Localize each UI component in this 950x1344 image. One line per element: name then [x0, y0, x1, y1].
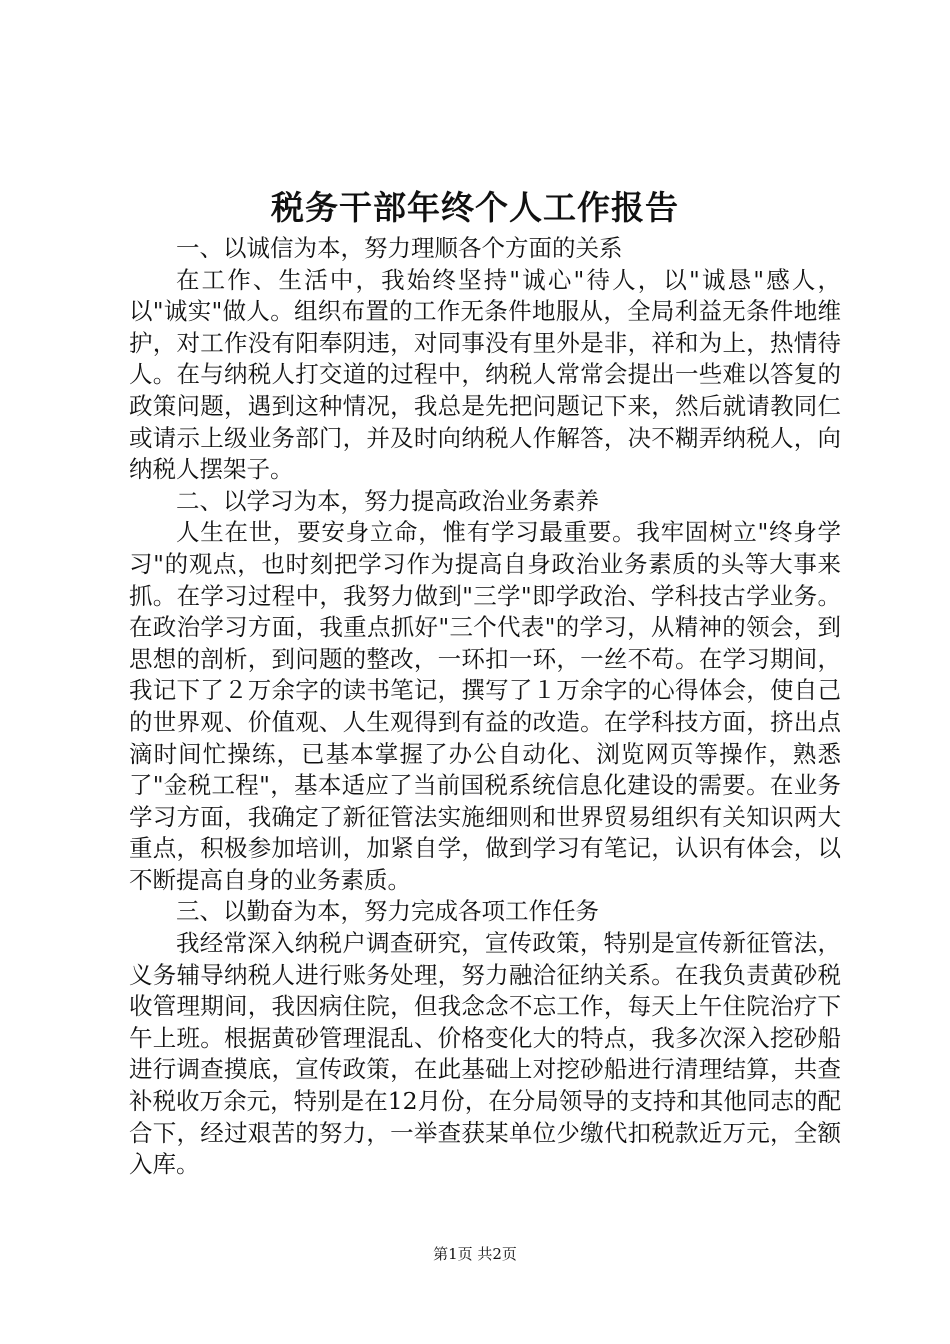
- page-number-footer: 第1页 共2页: [433, 1245, 517, 1263]
- section-heading-1: 一、以诚信为本，努力理顺各个方面的关系: [176, 234, 623, 262]
- section-heading-2: 二、以学习为本，努力提高政治业务素养: [176, 486, 599, 515]
- document-body: [129, 233, 841, 1181]
- page-title: 税务干部年终个人工作报告: [271, 188, 679, 227]
- paragraph-3: 我经常深入纳税户调查研究，宣传政策，特别是宣传新征管法，义务辅导纳税人进行账务处理，努力融洽征纳关系。在我负责黄砂税收管理期间，我因病住院，但我念念不忘工作，每天上午住院治疗下午上班。根据黄砂管理混乱、价格变化大的特点，我多次深入挖砂船进行调查摸底，宣传政策，在此基础上对挖砂船进行清理结算，共查补税收万余元，特别是在12月份，在分局领导的支持和其他同志的配合下，经过艰苦的努力，一举查获某单位少缴代扣税款近万元，全额入库。: [129, 929, 841, 1179]
- section-heading-3: 三、以勤奋为本，努力完成各项工作任务: [176, 897, 599, 926]
- paragraph-2: 人生在世，要安身立命，惟有学习最重要。我牢固树立"终身学习"的观点，也时刻把学习作为提高自身政治业务素质的头等大事来抓。在学习过程中，我努力做到"三学"即学政治、学科技古学业务。在政治学习方面，我重点抓好"三个代表"的学习，从精神的领会，到思想的剖析，到问题的整改，一环扣一环，一丝不苟。在学习期间，我记下了２万余字的读书笔记，撰写了１万余字的心得体会，使自己的世界观、价值观、人生观得到有益的改造。在学科技方面，挤出点滴时间忙操练，已基本掌握了办公自动化、浏览网页等操作，熟悉了"金税工程"，基本适应了当前国税系统信息化建设的需要。在业务学习方面，我确定了新征管法实施细则和世界贸易组织有关知识两大重点，积极参加培训，加紧自学，做到学习有笔记，认识有体会，以不断提高自身的业务素质。: [129, 518, 841, 894]
- paragraph-1: 在工作、生活中，我始终坚持"诚心"待人，以"诚恳"感人，以"诚实"做人。组织布置的工作无条件地服从，全局利益无条件地维护，对工作没有阳奉阴违，对同事没有里外是非，祥和为上，热情待人。在与纳税人打交道的过程中，纳税人常常会提出一些难以答复的政策问题，遇到这种情况，我总是先把问题记下来，然后就请教同仁或请示上级业务部门，并及时向纳税人作解答，决不糊弄纳税人，向纳税人摆架子。: [129, 265, 841, 484]
